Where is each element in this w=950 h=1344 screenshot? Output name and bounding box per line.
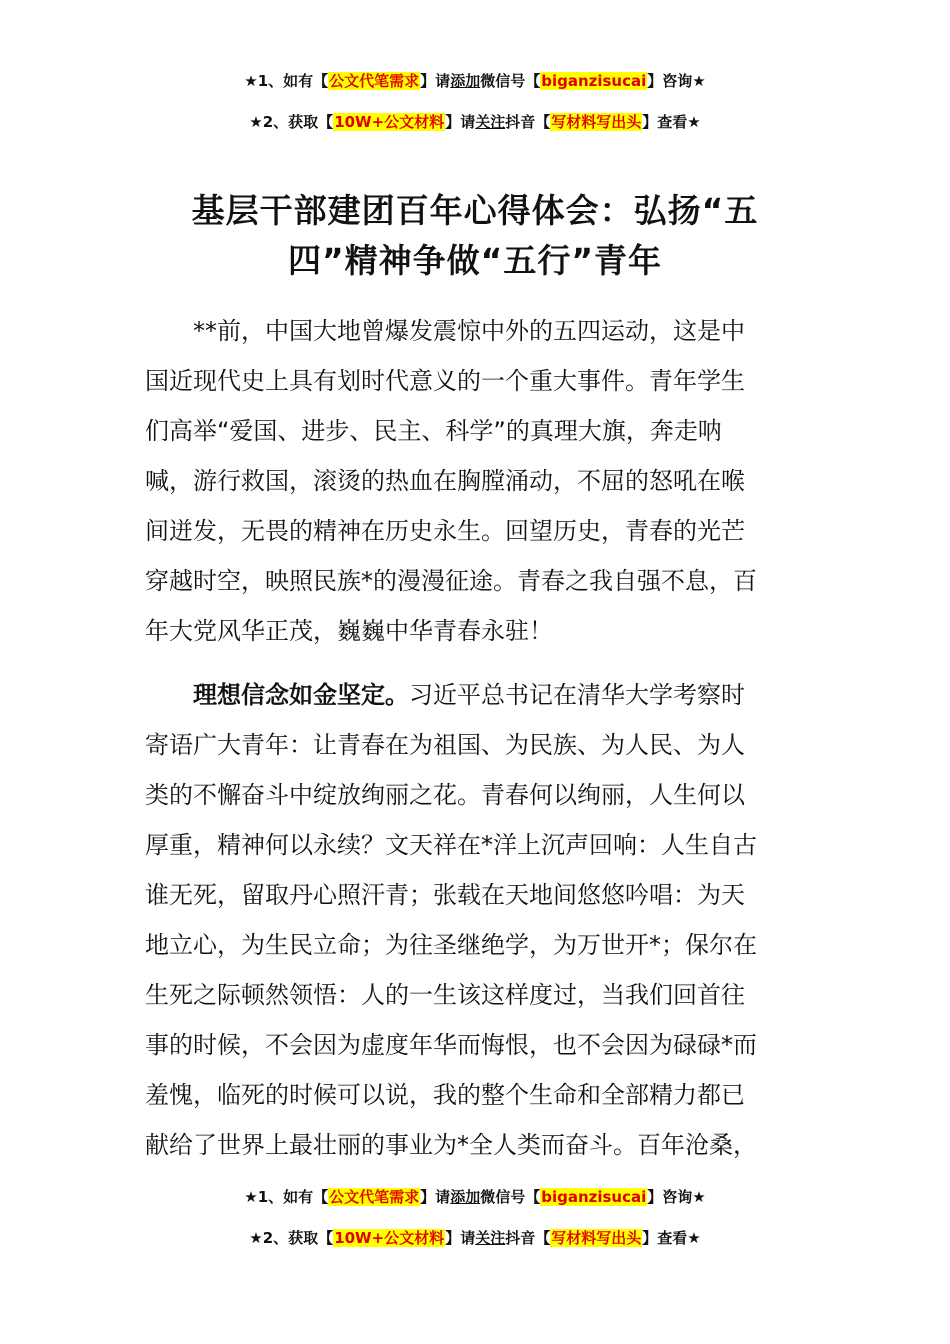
footer-line-1-highlight-service: 公文代笔需求 <box>329 1188 420 1206</box>
footer-line-1-prefix: ★1、如有【 <box>244 1188 329 1206</box>
paragraph-line: 类的不懈奋斗中绽放绚丽之花。青春何以绚丽，人生何以 <box>145 781 745 809</box>
header-line-1-prefix: ★1、如有【 <box>244 72 329 90</box>
footer-line-1-highlight-wechat: biganzisucai <box>541 1188 647 1206</box>
footer-line-2-prefix: ★2、获取【 <box>249 1229 334 1247</box>
footer-line-2 <box>0 1226 950 1250</box>
paragraph-line: 国近现代史上具有划时代意义的一个重大事件。青年学生 <box>145 367 745 395</box>
footer-line-2-highlight-materials: 10W+公文材料 <box>334 1229 445 1247</box>
header-line-2 <box>0 110 950 134</box>
footer-line-1-text: 】请 <box>420 1188 451 1206</box>
paragraph-line: 穿越时空，映照民族*的漫漫征途。青春之我自强不息，百 <box>145 567 757 595</box>
paragraph-2-first-line-rest: 习近平总书记在清华大学考察时 <box>409 681 745 709</box>
paragraph-line: 羞愧，临死的时候可以说，我的整个生命和全部精力都已 <box>145 1081 745 1109</box>
footer-line-2-suffix: 】查看★ <box>642 1229 701 1247</box>
paragraph-line: 间迸发，无畏的精神在历史永生。回望历史，青春的光芒 <box>145 517 745 545</box>
header-line-2-highlight-douyin: 写材料写出头 <box>551 113 642 131</box>
title-line-1: 基层干部建团百年心得体会：弘扬“五 <box>191 191 759 230</box>
paragraph-line: 寄语广大青年：让青春在为祖国、为民族、为人民、为人 <box>145 731 745 759</box>
paragraph-line: **前，中国大地曾爆发震惊中外的五四运动，这是中 <box>145 317 745 345</box>
header-line-1 <box>0 69 950 93</box>
title-line-2: 四”精神争做“五行”青年 <box>287 241 663 280</box>
paragraph-line: 事的时候，不会因为虚度年华而悔恨，也不会因为碌碌*而 <box>145 1031 757 1059</box>
footer-line-2-underlined: 关注 <box>475 1229 506 1247</box>
footer-line-2-text-2: 抖音【 <box>505 1229 551 1247</box>
paragraph-line: 们高举“爱国、进步、民主、科学”的真理大旗，奔走呐 <box>145 417 722 445</box>
header-line-1-text: 】请 <box>420 72 451 90</box>
paragraph-line <box>145 670 810 720</box>
paragraph-2-lead: 理想信念如金坚定。 <box>145 681 409 709</box>
document-title <box>145 186 805 286</box>
footer-line-1-underlined: 添加 <box>450 1188 481 1206</box>
header-line-1-highlight-wechat: biganzisucai <box>541 72 647 90</box>
paragraph-line: 喊，游行救国，滚烫的热血在胸膛涌动，不屈的怒吼在喉 <box>145 467 745 495</box>
header-line-1-text-2: 微信号【 <box>480 72 541 90</box>
paragraph-line: 地立心，为生民立命；为往圣继绝学，为万世开*；保尔在 <box>145 931 757 959</box>
footer-line-2-highlight-douyin: 写材料写出头 <box>551 1229 642 1247</box>
paragraph-line: 谁无死，留取丹心照汗青；张载在天地间悠悠吟唱：为天 <box>145 881 745 909</box>
footer-line-2-text: 】请 <box>445 1229 476 1247</box>
paragraph-2 <box>145 670 810 1170</box>
paragraph-line: 年大党风华正茂，巍巍中华青春永驻！ <box>145 617 553 645</box>
footer-line-1-suffix: 】咨询★ <box>647 1188 706 1206</box>
header-line-1-suffix: 】咨询★ <box>647 72 706 90</box>
paragraph-line: 生死之际顿然领悟：人的一生该这样度过，当我们回首往 <box>145 981 745 1009</box>
footer-line-1 <box>0 1185 950 1209</box>
header-line-1-underlined: 添加 <box>450 72 481 90</box>
header-line-2-text-2: 抖音【 <box>505 113 551 131</box>
header-line-2-underlined: 关注 <box>475 113 506 131</box>
header-line-1-highlight-service: 公文代笔需求 <box>329 72 420 90</box>
paragraph-line: 厚重，精神何以永续？文天祥在*洋上沉声回响：人生自古 <box>145 831 757 859</box>
header-line-2-suffix: 】查看★ <box>642 113 701 131</box>
header-line-2-text: 】请 <box>445 113 476 131</box>
header-line-2-prefix: ★2、获取【 <box>249 113 334 131</box>
header-line-2-highlight-materials: 10W+公文材料 <box>334 113 445 131</box>
footer-line-1-text-2: 微信号【 <box>480 1188 541 1206</box>
paragraph-line: 献给了世界上最壮丽的事业为*全人类而奋斗。百年沧桑， <box>145 1131 757 1159</box>
paragraph-1 <box>145 306 810 656</box>
